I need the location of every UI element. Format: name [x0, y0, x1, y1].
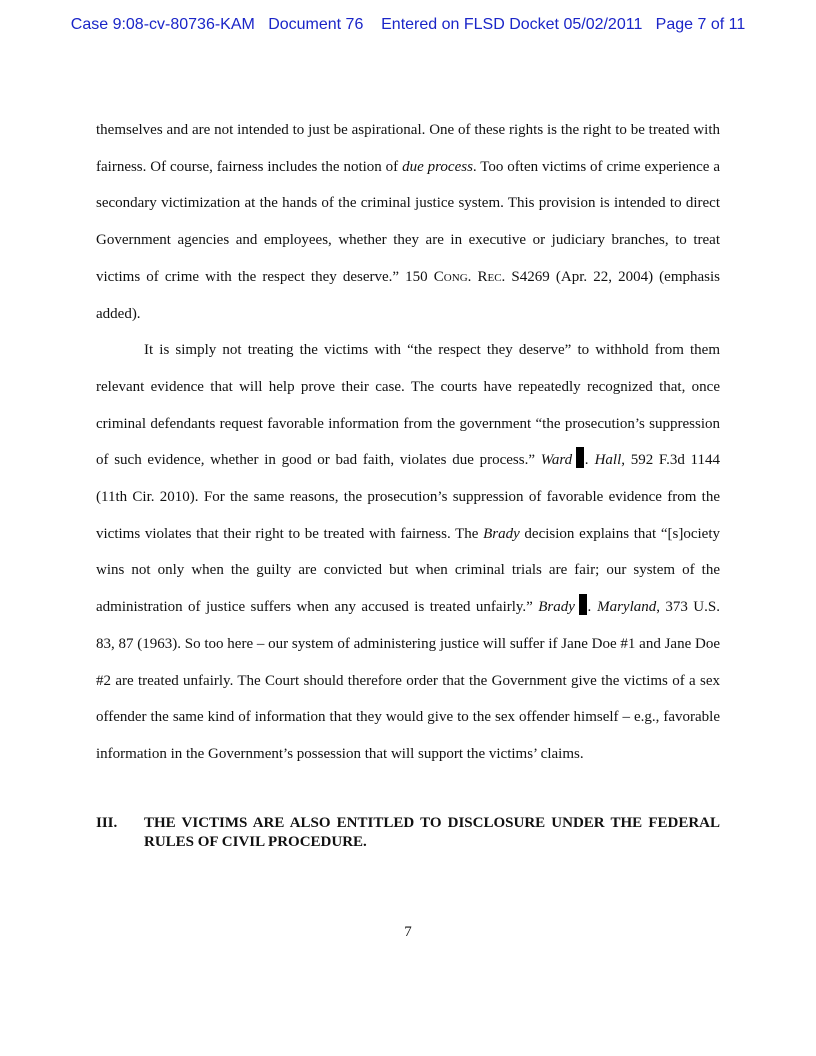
section-number: III. [96, 815, 118, 831]
text-span: It is simply not treating the victims with “the respect they deserve” to withhold from them relevant evidence that will help prove their case. The courts have repeatedly recognized that, once criminal defendants request favorable information from the government “the prosecution’s suppression of such evidence, whether in good or bad faith, violates due process.” [96, 342, 720, 469]
redaction-mark [576, 447, 584, 468]
text-span: , 373 U.S. 83, 87 (1963). So too here – our system of administering justice will suffer if Jane Doe #1 and Jane Doe #2 are treated unfairly. The Court should therefore order that the Government give the victims of a sex offender the same kind of information that they would give to the sex offender himself – e.g., favorable information in the Government’s possession that will support the victims’ claims. [96, 599, 720, 762]
docket-header: Case 9:08-cv-80736-KAM Document 76 Entered on FLSD Docket 05/02/2011 Page 7 of 11 [70, 16, 746, 33]
text-span: , 592 F.3d 1144 (11th Cir. 2010). For the same reasons, the prosecution’s suppression of favorable evidence from the victims violates that their right to be treated with fairness. The [96, 452, 720, 542]
paragraph-argument [96, 332, 720, 772]
text-span: . Too often victims of crime experience a secondary victimization at the hands of the criminal justice system. This provision is intended to direct Government agencies and employees, whether they are in executive or judiciary branches, to treat victims of crime with the respect they deserve.” 150 [96, 158, 720, 285]
italic-term: due process [402, 158, 473, 175]
text-span: themselves and are not intended to just be aspirational. One of these rights is the right to be treated with fairness. Of course, fairness includes the notion of [96, 122, 720, 175]
text-span: S4269 (Apr. 22, 2004) (emphasis added). [96, 268, 721, 322]
body-text [96, 112, 720, 773]
paragraph-quote-continuation [96, 112, 720, 332]
section-heading [96, 814, 720, 852]
section-title: THE VICTIMS ARE ALSO ENTITLED TO DISCLOSURE UNDER THE FEDERAL RULES OF CIVIL PROCEDURE. [144, 815, 720, 850]
page-number: 7 [404, 924, 412, 940]
case-name-part: . Hall [585, 452, 622, 469]
case-name-part: Ward [540, 452, 573, 469]
citation-small-caps: Cong. Rec. [433, 268, 506, 285]
case-name-part: Brady [538, 599, 575, 616]
case-name: Brady [483, 525, 520, 542]
text-span: decision explains that “[s]ociety wins not only when the guilty are convicted but when criminal trials are fair; our system of the administration of justice suffers when any accused is treated unfairly.” [96, 525, 720, 616]
case-name-part: . Maryland [587, 599, 657, 616]
redaction-mark [579, 594, 587, 615]
